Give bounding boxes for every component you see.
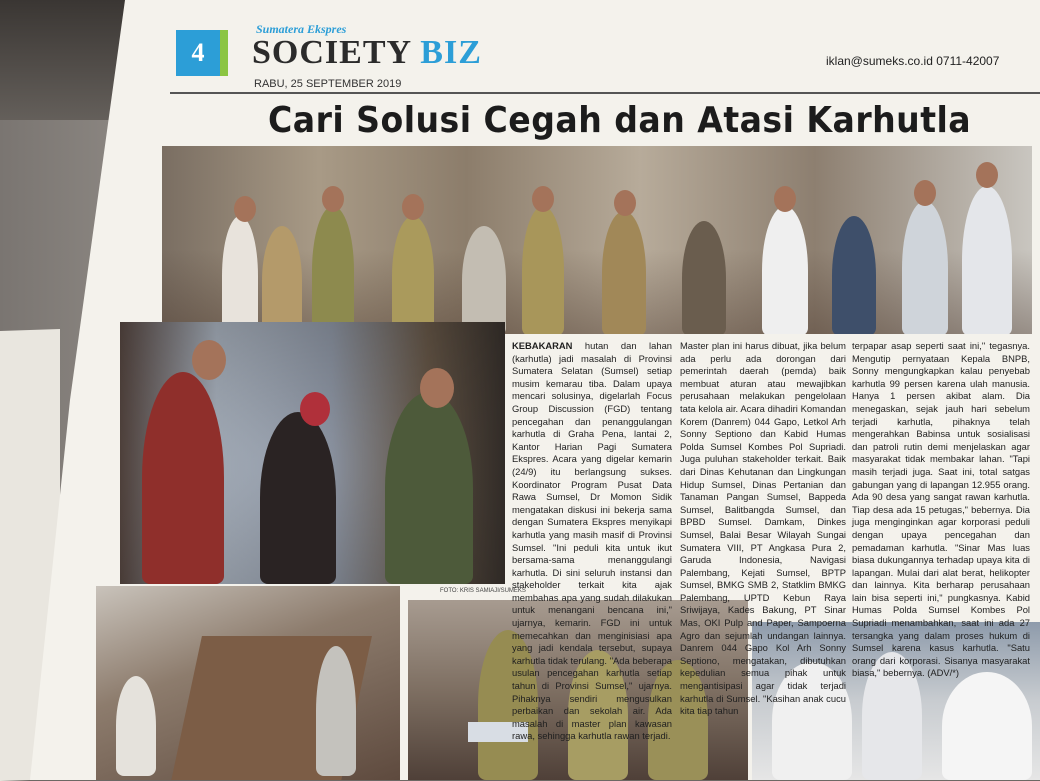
issue-date: RABU, 25 SEPTEMBER 2019 — [254, 78, 402, 90]
article-lead-word: KEBAKARAN — [512, 340, 573, 351]
header-rule — [170, 92, 1040, 94]
section-title — [252, 34, 482, 72]
article-column-2 — [680, 340, 846, 718]
article-column-3 — [852, 340, 1030, 680]
meeting-photo-1 — [96, 586, 400, 780]
article-text-1: hutan dan lahan (karhutla) jadi masalah di Provinsi Sumatera Selatan (Sumsel) setiap musim kemarau tiba. Dalam upaya mencari solusinya, digelarlah Focus Group Discussion (FGD) tentang pencegahan dan penanggulangan karhutla di Graha Pena, lantai 2, Kantor Harian Pagi Sumatera Ekspres. Acara yang digelar kemarin (24/9) itu berlangsung sukses. Koordinator Program Pusat Data Rawa Sumsel, Dr Momon Sidik mengatakan diskusi ini bekerja sama dengan Sumatera Ekspres menyikapi karhutla yang masih masif di Provinsi Sumsel. "Ini peduli kita untuk ikut bersama-sama menanggulangi karhutla. Di sini seluruh instansi dan stakeholder terkait kita ajak membahas apa yang sudah dilakukan untuk menangani bencana ini," ujarnya, kemarin. FGD ini untuk memecahkan dan menginisiasi apa yang jadi kendala tersebut, supaya karhutla tidak terulang. "Ada beberapa usulan pencegahan karhutla setiap tahun di Provinsi Sumsel," ujarnya. Pihaknya sendiri mengusulkan perbaikan dan sekolah air. Ada masalah di master plan kawasan rawa, sehingga karhutla rawan terjadi. — [512, 340, 672, 742]
article-column-1 — [512, 340, 672, 743]
brand-label: Sumatera Ekspres — [256, 22, 347, 36]
article-text-3: terpapar asap seperti saat ini," tegasnya. Mengutip pernyataan Kepala BNPB, Sonny mengungkapkan kalau penyebab karhutla 99 persen karena ulah manusia. Hanya 1 persen akibat alam. Dia menegaskan, sejak jauh hari sebelum terjadi karhutla, pihaknya telah mengerahkan Babinsa untuk sosialisasi dan patroli rutin demi menjelaskan agar masyarakat tidak membakar lahan. "Tapi masih terjadi juga. Saat ini, total satgas gabungan yang di lapangan 12.955 orang. Ada 90 desa yang sangat rawan karhutla. Tiap desa ada 15 petugas," bebernya. Dia juga menginginkan agar korporasi peduli dengan upaya pencegahan dan pemadaman karhutla. "Sinar Mas luas biasa dukungannya terhadap upaya kita di lapangan. Mulai dari alat berat, helikopter dan lainnya. Kita berharap perusahaan lain bisa seperti ini," pungkasnya. Kabid Humas Polda Sumsel Kombes Pol Supriadi menambahkan, saat ini ada 27 tersangka yang dalam proses hukum di Sumsel karena kasus karhutla. "Satu orang dari korporasi. Sisanya masyarakat biasa," bebernya. (ADV/*) — [852, 340, 1030, 679]
article-headline: Cari Solusi Cegah dan Atasi Karhutla — [268, 100, 972, 141]
ad-contact: iklan@sumeks.co.id 0711-42007 — [826, 54, 1000, 68]
section-word-biz: BIZ — [420, 34, 482, 71]
article-text-2: Master plan ini harus dibuat, jika belum ada perlu ada dorongan dari pemerintah daerah (pemda) baik membuat aturan atau mewajibkan perusahaan melakukan pengelolaan tata kelola air. Acara dihadiri Komandan Korem (Danrem) 044 Gapo, Letkol Arh Sonny Septiono dan Kabid Humas Polda Sumsel Kombes Pol Supriadi. Juga puluhan stakeholder terkait. Baik dari Dinas Kehutanan dan Lingkungan Hidup Sumsel, Dinas Pertanian dan Tanaman Pangan Sumsel, Bappeda Sumsel, Balitbangda Sumsel, dan BPBD Sumsel. Damkam, Dinkes Sumsel, Balai Besar Wilayah Sungai Sumatera VIII, PT Angkasa Pura 2, Garuda Indonesia, Navigasi Palembang, Kejati Sumsel, BPTP Sumsel, BMKG SMB 2, Statklim BMKG Palembang, UPTD Kebun Raya Sriwijaya, Kades Bakung, PT Sinar Mas, OKI Pulp and Paper, Sampoerna Agro dan sejumlah undangan lainnya. Danrem 044 Gapo Kol Arh Sonny Septiono, mengatakan, dibutuhkan kepedulian semua pihak untuk mengantisipasi agar tidak terjadi karhutla di Sumsel. "Kasihan anak cucu kita tiap tahun — [680, 340, 846, 717]
photo-credit: FOTO: KRIS SAMIAJI/SUMEKS — [440, 588, 526, 594]
page-number: 4 — [176, 30, 220, 76]
section-word-society: SOCIETY — [252, 34, 411, 71]
speakers-photo — [120, 322, 505, 584]
group-photo — [162, 146, 1032, 334]
